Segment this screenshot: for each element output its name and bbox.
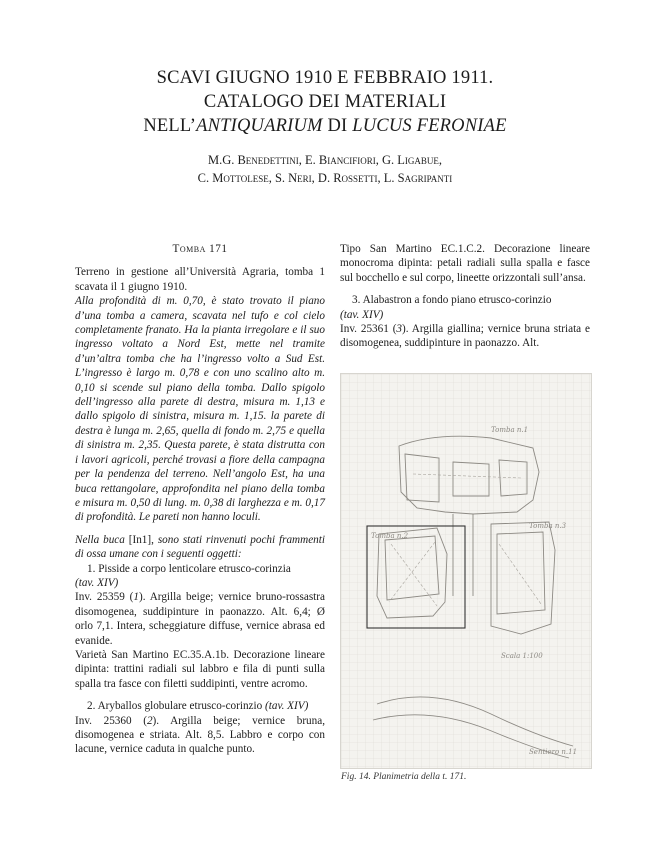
title-line-3-italic-1: ANTIQUARIUM [196,116,323,136]
authors-line-1: M.G. Benedettini, E. Biancifiori, G. Ligabue, [207,153,443,167]
item-1-heading: 1. Pisside a corpo lenticolare etrusco-corinzia [87,562,291,575]
item-2-plate-ref: (tav. XIV) [265,700,309,713]
item-3-plate [340,308,590,322]
sketch-label-sentiero: Sentiero n.11 [529,748,578,756]
sketch-label-scala: Scala 1:100 [501,652,543,660]
author-list [0,151,650,187]
figure-caption: Fig. 14. Planimetria della t. 171. [341,772,467,782]
sketch-label-tomba-1: Tomba n.1 [491,426,529,434]
item-1-plate-ref: (tav. XIV) [75,576,119,589]
paper-title [0,66,650,138]
item-1-variant: Varietà San Martino EC.35.A.1b. Decorazione lineare dipinta: trattini radiali sul labbro e fila di punti sulla spalla tra fasce con filetti suddipinti, ventre acromo. [75,648,325,690]
item-1-plate [75,576,325,590]
title-line-3-pre: NELL’ [143,116,197,136]
tomb-plan-sketch [341,374,591,768]
item-1-inv-num: 1 [133,591,139,604]
item-1-inv-post: ). Argilla beige; vernice bruno-rossastra disomogenea, suddipinture in paonazzo. Alt. 6,4; Ø orlo 7,1. Intera, scheggiature diffuse, vernice abrasa ed evanide. [75,591,325,647]
intro-paragraph: Terreno in gestione all’Università Agraria, tomba 1 scavata il 1 giugno 1910. [75,266,325,293]
left-column [75,242,325,757]
section-heading: Tomba 171 [172,243,228,255]
title-line-3 [0,114,650,138]
item-1-inventory [75,590,325,648]
item-2-inventory [75,714,325,757]
item-2-inv-num: 2 [146,714,153,727]
buca-text-1: Nella buca [75,533,125,546]
item-2-heading [75,699,325,713]
title-line-3-mid: DI [322,116,353,136]
excavation-description-text: Alla profondità di m. 0,70, è stato trovato il piano d’una tomba a camera, scavata nel tufo e col cielo completamente franato. Ha la pianta irregolare e il suo ingresso voltato a Nord Est, mette nel tramite d’un’altra tomba che ha l’ingresso volto a Sud Est. L’ingresso è largo m. 0,78 e con uno scalino alto m. 0,10 si scende sul piano della tomba. Dallo spigolo dell’ingresso alla parete di destra, misura m. 1,13 e dallo spigolo di sinistra, misura m. 1,15. la parete di destra è lunga m. 2,65, quella di fondo m. 2,75 e quella di sinistra m. 2,35. Questa parete, è stata distrutta con i lavori agricoli, perché trovasi a fiore della campagna per la pendenza del terreno. Nell’angolo Est, ha una buca rettangolare, approfondita nel piano della tomba e misura m. 0,50 di lung. m. 0,38 di larghezza e m. 0,17 di profondità. Le pareti non hanno loculi. [75,295,325,524]
item-3-heading: 3. Alabastron a fondo piano etrusco-corinzio [352,294,552,307]
item-3-inv-post: ). Argilla giallina; vernice bruna striata e disomogenea, suddipinture in paonazzo. Alt. [340,323,590,350]
item-3-inv-num: 3 [396,323,403,336]
buca-text-2: [In1], [124,533,158,546]
tomb-plan-figure [340,373,592,769]
title-line-1: SCAVI GIUGNO 1910 E FEBBRAIO 1911. [156,68,494,88]
title-line-2: CATALOGO DEI MATERIALI [203,92,447,112]
buca-text-3: sono stati rinvenuti pochi frammenti di ossa umane con i seguenti oggetti: [75,533,325,561]
right-column [340,242,590,351]
sketch-label-tomba-2: Tomba n.2 [371,532,409,540]
excavation-description [75,294,325,525]
item-3-plate-ref: (tav. XIV) [340,308,384,321]
authors-line-2: C. Mottolese, S. Neri, D. Rossetti, L. Sagripanti [197,171,453,185]
item-3-inv-pre: Inv. 25361 ( [340,323,397,336]
sketch-label-tomba-3: Tomba n.3 [529,522,567,530]
item-3-inventory [340,322,590,351]
item-2-head-text: 2. Aryballos globulare etrusco-corinzio [87,700,266,713]
item-1-inv-pre: Inv. 25359 ( [75,591,134,604]
item-2-inv-pre: Inv. 25360 ( [75,714,147,727]
type-description: Tipo San Martino EC.1.C.2. Decorazione lineare monocroma dipinta: petali radiali sulla spalla e fasce sul bocchello e sul corpo, lineette orizzontali sull’ansa. [340,243,590,284]
title-line-3-italic-2: LUCUS FERONIAE [352,116,507,136]
item-2-inv-post: ). Argilla beige; vernice bruna, disomogenea e striata. Alt. 8,5. Labbro e corpo con lacune, vernice caduta in qualche punto. [75,714,325,756]
buca-paragraph [75,533,325,562]
